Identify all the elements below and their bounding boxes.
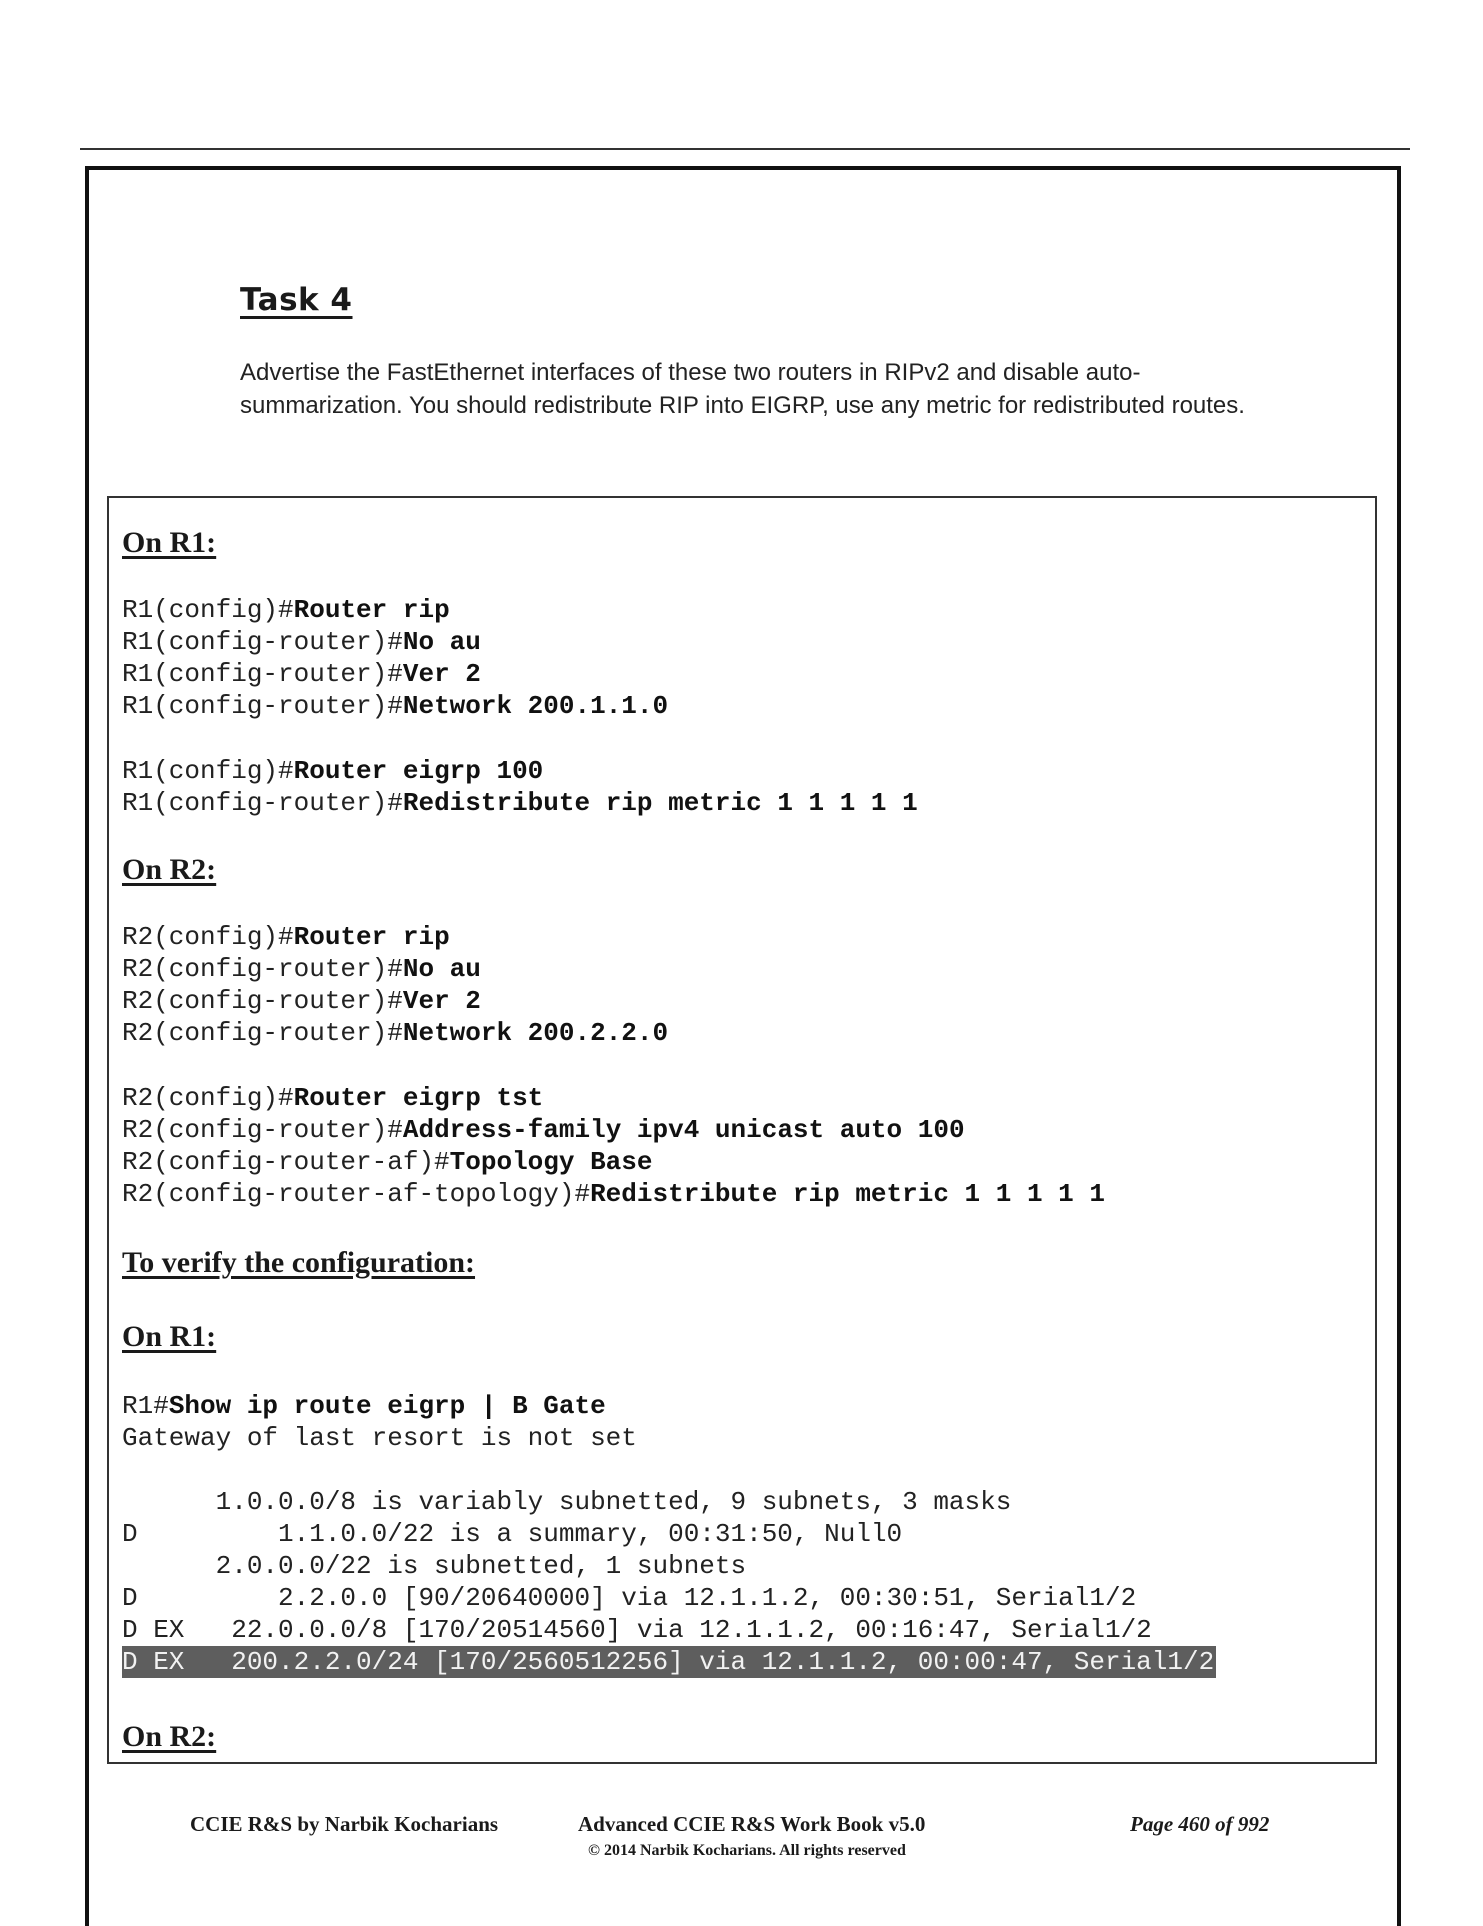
task-heading: Task 4: [240, 282, 353, 318]
code-line: R2(config-router)#Address-family ipv4 unicast auto 100: [122, 1115, 965, 1145]
footer-copyright: © 2014 Narbik Kocharians. All rights reserved: [588, 1842, 906, 1859]
output-line: 2.0.0.0/22 is subnetted, 1 subnets: [122, 1551, 747, 1581]
code-line: R2(config)#Router rip: [122, 922, 450, 952]
code-line: R2(config-router)#Network 200.2.2.0: [122, 1018, 669, 1048]
code-line: R1(config)#Router eigrp 100: [122, 756, 544, 786]
r1-verify-heading: On R1:: [122, 1320, 217, 1353]
highlighted-route-line: D EX 200.2.2.0/24 [170/2560512256] via 12.1.1.2, 00:00:47, Serial1/2: [122, 1647, 1215, 1677]
footer-page-number: Page 460 of 992: [1130, 1812, 1270, 1836]
footer-author: CCIE R&S by Narbik Kocharians: [190, 1812, 499, 1836]
task-description: Advertise the FastEthernet interfaces of these two routers in RIPv2 and disable auto-summarization. You should redistribute RIP into EIGRP, use any metric for redistributed routes.: [240, 359, 1245, 419]
code-line: R2(config-router)#No au: [122, 954, 481, 984]
output-line: 1.0.0.0/8 is variably subnetted, 9 subnets, 3 masks: [122, 1487, 1012, 1517]
r2-config-heading: On R2:: [122, 853, 217, 886]
code-line: R1(config)#Router rip: [122, 595, 450, 625]
code-line: R1(config-router)#Network 200.1.1.0: [122, 691, 669, 721]
code-line: R2(config)#Router eigrp tst: [122, 1083, 544, 1113]
r2-verify-heading: On R2:: [122, 1720, 217, 1753]
output-line: D EX 22.0.0.0/8 [170/20514560] via 12.1.1.2, 00:16:47, Serial1/2: [122, 1615, 1152, 1645]
code-line: R2(config-router-af)#Topology Base: [122, 1147, 653, 1177]
code-line: R2(config-router)#Ver 2: [122, 986, 481, 1016]
verify-heading: To verify the configuration:: [122, 1246, 476, 1279]
output-line: D 2.2.0.0 [90/20640000] via 12.1.1.2, 00:30:51, Serial1/2: [122, 1583, 1137, 1613]
code-line: R1(config-router)#Redistribute rip metric 1 1 1 1 1: [122, 788, 918, 818]
code-line: R1#Show ip route eigrp | B Gate: [122, 1391, 606, 1421]
top-rule: [80, 148, 1410, 150]
code-line: R1(config-router)#No au: [122, 627, 481, 657]
output-line: D 1.1.0.0/22 is a summary, 00:31:50, Null0: [122, 1519, 903, 1549]
r1-config-heading: On R1:: [122, 526, 217, 559]
code-line: R2(config-router-af-topology)#Redistribute rip metric 1 1 1 1 1: [122, 1179, 1105, 1209]
footer-book-title: Advanced CCIE R&S Work Book v5.0: [578, 1812, 926, 1836]
output-line: Gateway of last resort is not set: [122, 1423, 637, 1453]
code-line: R1(config-router)#Ver 2: [122, 659, 481, 689]
